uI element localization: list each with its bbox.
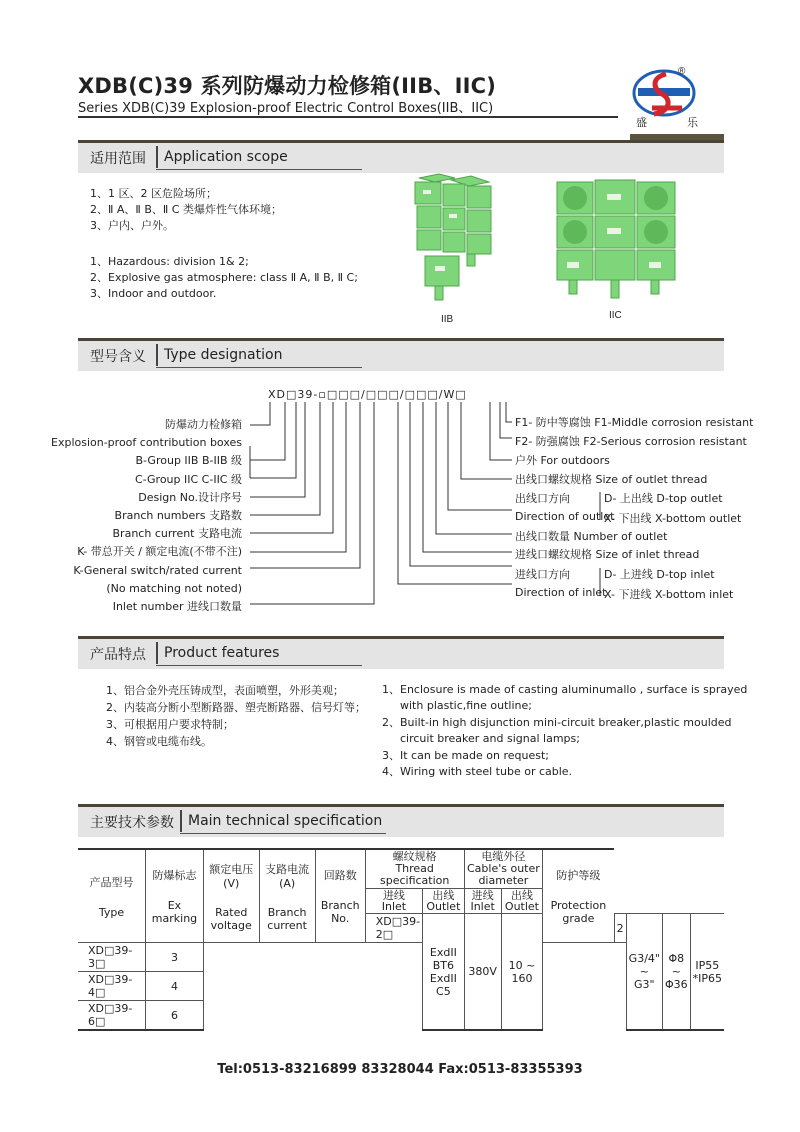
type-cell: XD□39-2□ bbox=[365, 914, 422, 943]
designation-label: Explosion-proof contribution boxes bbox=[51, 436, 242, 450]
features-cn-list bbox=[106, 682, 366, 750]
model-code: XD□39-▫□□□/□□□/□□□/W□ bbox=[268, 388, 467, 401]
header-branch-current: 支路电流(A) Branch current bbox=[259, 849, 315, 943]
section-technical-spec bbox=[78, 804, 724, 837]
header-thread-outlet: 出线 Outlet bbox=[423, 889, 464, 914]
registered-mark: ® bbox=[678, 66, 686, 77]
ex-marking-cell: ExdII BT6 ExdII C5 bbox=[423, 914, 464, 1031]
designation-outlet-number: 出线口数量 Number of outlet bbox=[515, 530, 668, 543]
list-item: 2、Ⅱ A、Ⅱ B、Ⅱ C 类爆炸性气体环境； bbox=[90, 203, 282, 216]
list-item: 2、Built-in high disjunction mini-circuit breaker,plastic moulded bbox=[382, 715, 732, 729]
list-item: with plastic,fine outline; bbox=[400, 699, 532, 713]
section-divider bbox=[156, 642, 158, 664]
thread-cell: G3/4" ~ G3" bbox=[626, 914, 662, 1031]
header-voltage: 额定电压(V) Rated voltage bbox=[203, 849, 259, 943]
designation-left-labels bbox=[51, 416, 242, 616]
designation-inlet-top: D- 上进线 D-top inlet bbox=[604, 568, 715, 581]
logo-caption-left: 盛 bbox=[636, 116, 647, 129]
header-cable-inlet: 进线 Inlet bbox=[464, 889, 501, 914]
designation-f1: F1- 防中等腐蚀 F1-Middle corrosion resistant bbox=[515, 416, 754, 429]
list-item: 1、Enclosure is made of casting aluminumallo , surface is sprayed bbox=[382, 683, 748, 696]
designation-inlet-bottom: X- 下进线 X-bottom inlet bbox=[604, 588, 734, 601]
designation-label: B-Group IIB B-IIB 级 bbox=[135, 454, 242, 468]
designation-label: K- 带总开关 / 额定电流(不带不注) bbox=[77, 545, 242, 559]
spec-table bbox=[78, 848, 724, 1031]
footer-contact: Tel:0513-83216899 83328044 Fax:0513-83355393 bbox=[217, 1062, 583, 1077]
header-branch-no: 回路数 Branch No. bbox=[315, 849, 365, 943]
caption-iic: IIC bbox=[609, 310, 622, 321]
list-item: 1、1 区、2 区危险场所； bbox=[90, 187, 217, 200]
section-title-cn: 适用范围 bbox=[90, 151, 146, 167]
header-thread-inlet: 进线 Inlet bbox=[365, 889, 422, 914]
section-title-en: Application scope bbox=[164, 149, 288, 165]
header-thread: 螺纹规格 Thread specification bbox=[365, 849, 464, 889]
cable-cell: Φ8 ~ Φ36 bbox=[662, 914, 690, 1031]
designation-inlet-thread: 进线口螺纹规格 Size of inlet thread bbox=[515, 548, 700, 561]
designation-outlet-thread: 出线口螺纹规格 Size of outlet thread bbox=[515, 473, 708, 486]
type-cell: XD□39-6□ bbox=[78, 1001, 146, 1031]
designation-label: K-General switch/rated current bbox=[73, 563, 242, 577]
features-en-list bbox=[382, 682, 747, 780]
header-cable: 电缆外径 Cable's outer diameter bbox=[464, 849, 543, 889]
branch-no-cell: 4 bbox=[146, 972, 204, 1001]
designation-label: Branch current 支路电流 bbox=[112, 527, 242, 541]
page-subtitle: Series XDB(C)39 Explosion-proof Electric Control Boxes(IIB、IIC) bbox=[78, 101, 494, 116]
list-item: 1、铝合金外壳压铸成型，表面喷塑，外形美观； bbox=[106, 684, 344, 697]
section-product-features bbox=[78, 636, 724, 669]
branch-no-cell: 6 bbox=[146, 1001, 204, 1031]
designation-label: C-Group IIC C-IIC 级 bbox=[134, 472, 242, 486]
header-ex: 防爆标志 Ex marking bbox=[146, 849, 204, 943]
designation-inlet-dir-en: Direction of inlet bbox=[515, 586, 607, 599]
header-cable-outlet: 出线 Outlet bbox=[501, 889, 542, 914]
protection-cell: IP55 *IP65 bbox=[690, 914, 724, 1031]
caption-iib: IIB bbox=[441, 314, 454, 325]
branch-no-cell: 3 bbox=[146, 943, 204, 972]
designation-label: Branch numbers 支路数 bbox=[114, 509, 242, 523]
logo-caption-right: 乐 bbox=[687, 116, 698, 129]
designation-label: (No matching not noted) bbox=[106, 581, 242, 595]
list-item: 3、Indoor and outdoor. bbox=[90, 287, 217, 300]
designation-label: Inlet number 进线口数量 bbox=[112, 600, 242, 614]
designation-outlet-top: D- 上出线 D-top outlet bbox=[604, 492, 723, 505]
list-item: 4、Wiring with steel tube or cable. bbox=[382, 765, 573, 779]
section-divider bbox=[180, 810, 182, 832]
page-title: XDB(C)39 系列防爆动力检修箱(IIB、IIC) bbox=[78, 74, 497, 98]
voltage-cell: 380V bbox=[464, 914, 501, 1031]
designation-inlet-dir-cn: 进线口方向 bbox=[515, 568, 570, 581]
section-title-en: Type designation bbox=[164, 347, 283, 363]
designation-f2: F2- 防强腐蚀 F2-Serious corrosion resistant bbox=[515, 435, 747, 448]
type-cell: XD□39-3□ bbox=[78, 943, 146, 972]
designation-label: Design No.设计序号 bbox=[138, 490, 242, 504]
list-item: 4、钢管或电缆布线。 bbox=[106, 735, 212, 748]
list-item: 3、可根据用户要求特制； bbox=[106, 718, 234, 731]
list-item: circuit breaker and signal lamps; bbox=[400, 732, 580, 746]
list-item: 3、It can be made on request; bbox=[382, 748, 549, 762]
list-item: 3、户内、户外。 bbox=[90, 219, 174, 232]
section-title-cn: 主要技术参数 bbox=[90, 815, 174, 831]
section-underline bbox=[156, 665, 362, 666]
type-cell: XD□39-4□ bbox=[78, 972, 146, 1001]
list-item: 2、Explosive gas atmosphere: class Ⅱ A, Ⅱ B, Ⅱ C; bbox=[90, 271, 358, 284]
designation-outlet-bottom: X- 下出线 X-bottom outlet bbox=[604, 512, 742, 525]
list-item: 1、Hazardous: division 1& 2; bbox=[90, 255, 249, 268]
section-title-cn: 产品特点 bbox=[90, 647, 146, 663]
section-title-cn: 型号含义 bbox=[90, 349, 146, 365]
header-protection: 防护等级 Protection grade bbox=[543, 849, 614, 943]
section-title-en: Product features bbox=[164, 645, 280, 661]
designation-outlet-dir-cn: 出线口方向 bbox=[515, 492, 570, 505]
designation-label: 防爆动力检修箱 bbox=[165, 418, 242, 431]
current-cell: 10 ~ 160 bbox=[501, 914, 542, 1031]
branch-no-cell: 2 bbox=[614, 914, 626, 943]
list-item: 2、内装高分断小型断路器、塑壳断路器、信号灯等； bbox=[106, 701, 366, 714]
section-title-en: Main technical specification bbox=[188, 813, 383, 829]
section-underline bbox=[180, 833, 386, 834]
header-type: 产品型号 Type bbox=[78, 849, 146, 943]
designation-outdoor: 户外 For outdoors bbox=[515, 454, 610, 467]
designation-outlet-dir-en: Direction of outlet bbox=[515, 510, 615, 523]
